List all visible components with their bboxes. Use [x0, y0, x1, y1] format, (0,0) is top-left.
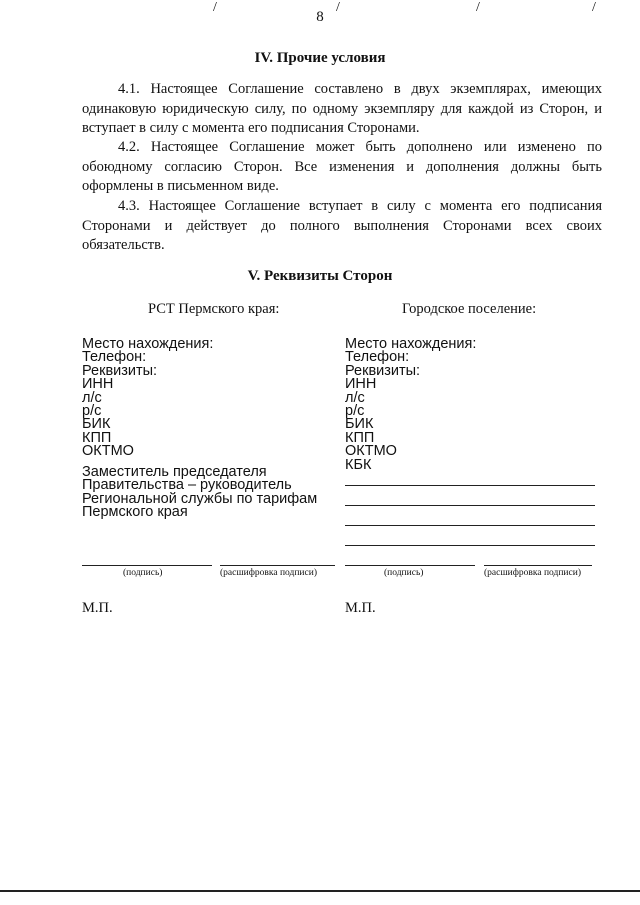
section-4-title: IV. Прочие условия — [254, 50, 386, 66]
field-inn: ИНН — [82, 376, 114, 393]
field-phone: Телефон: — [82, 349, 147, 366]
field-rs: р/с — [82, 403, 102, 420]
field-location: Место нахождения: — [82, 336, 214, 352]
left-sign-caption: (подпись) — [123, 568, 163, 578]
left-signer-title — [82, 466, 317, 520]
signer-line: Правительства – руководитель — [82, 477, 292, 494]
right-stamp-place: М.П. — [345, 600, 376, 616]
field-location: Место нахождения: — [345, 336, 477, 352]
field-ls: л/с — [345, 389, 365, 406]
right-decode-line[interactable] — [484, 565, 592, 566]
paragraph-4-2: 4.2. Настоящее Соглашение может быть дополнено или изменено по обоюдному согласию Сторон. Все изменения и дополнения должны быть оформлены в письменном виде. — [82, 139, 602, 194]
field-oktmo: ОКТМО — [82, 443, 134, 460]
field-kpp: КПП — [82, 429, 112, 446]
right-signer-blank-line[interactable] — [345, 485, 595, 486]
signer-line: Заместитель председателя — [82, 464, 267, 480]
right-signer-blank-line[interactable] — [345, 545, 595, 546]
right-signer-blank-line[interactable] — [345, 525, 595, 526]
right-decode-caption: (расшифровка подписи) — [484, 568, 581, 578]
field-inn: ИНН — [345, 376, 377, 393]
right-signer-blank-line[interactable] — [345, 505, 595, 506]
right-signature-line[interactable] — [345, 565, 475, 566]
field-requisites: Реквизиты: — [82, 362, 158, 379]
field-kpp: КПП — [345, 429, 375, 446]
left-stamp-place: М.П. — [82, 600, 113, 616]
left-party-title: РСТ Пермского края: — [148, 301, 280, 317]
field-bik: БИК — [82, 416, 111, 433]
page-bottom-edge — [0, 890, 640, 892]
slash: / — [476, 0, 480, 15]
field-ls: л/с — [82, 389, 102, 406]
slash: / — [592, 0, 596, 15]
left-signature-line[interactable] — [82, 565, 212, 566]
slash: / — [336, 0, 340, 15]
signer-line: Пермского края — [82, 504, 188, 521]
field-phone: Телефон: — [345, 349, 410, 366]
right-sign-caption: (подпись) — [384, 568, 424, 578]
paragraph-4-3: 4.3. Настоящее Соглашение вступает в силу с момента его подписания Сторонами и действует до полного выполнения Сторонами всех своих обязательств. — [82, 198, 602, 253]
left-decode-line[interactable] — [220, 565, 335, 566]
right-party-requisites — [345, 338, 476, 472]
page-number: 8 — [316, 9, 324, 25]
left-decode-caption: (расшифровка подписи) — [220, 568, 317, 578]
slash: / — [213, 0, 217, 15]
left-party-requisites — [82, 338, 213, 459]
section-5-title: V. Реквизиты Сторон — [247, 268, 393, 284]
field-oktmo: ОКТМО — [345, 443, 397, 460]
field-rs: р/с — [345, 403, 365, 420]
field-kbk: КБК — [345, 456, 372, 473]
right-party-title: Городское поселение: — [402, 301, 537, 317]
field-requisites: Реквизиты: — [345, 362, 421, 379]
field-bik: БИК — [345, 416, 374, 433]
paragraph-4-1: 4.1. Настоящее Соглашение составлено в двух экземплярах, имеющих одинаковую юридическую силу, по одному экземпляру для каждой из Сторон, и вступает в силу с момента его подписания Сторонами. — [82, 81, 602, 136]
signer-line: Региональной службы по тарифам — [82, 490, 318, 507]
